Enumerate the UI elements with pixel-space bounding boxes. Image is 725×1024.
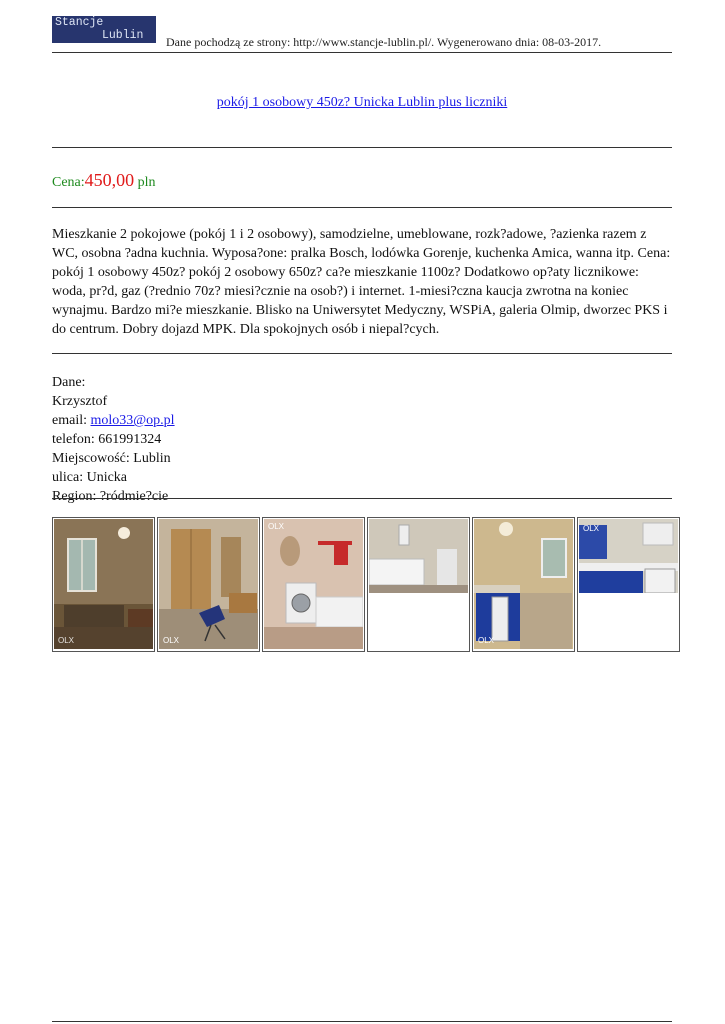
- contact-email-row: [52, 411, 175, 430]
- watermark: OLX: [268, 522, 285, 531]
- logo-line-2: Lublin: [102, 29, 144, 42]
- price-label: Cena:: [52, 175, 85, 190]
- contact-phone: telefon: 661991324: [52, 432, 162, 447]
- source-note: Dane pochodzą ze strony: http://www.stancje-lublin.pl/. Wygenerowano dnia: 08-03-2017.: [166, 35, 602, 49]
- photo-gallery: [52, 517, 680, 652]
- photo-thumbnail[interactable]: [52, 517, 155, 652]
- contact-street: ulica: Unicka: [52, 470, 128, 485]
- watermark: OLX: [163, 636, 180, 645]
- divider: [52, 207, 672, 208]
- kitchen-photo: [474, 519, 573, 649]
- email-link[interactable]: molo33@op.pl: [90, 413, 175, 428]
- price-currency: pln: [137, 175, 156, 190]
- photo-thumbnail[interactable]: [367, 517, 470, 652]
- photo-thumbnail[interactable]: [262, 517, 365, 652]
- header-divider: [52, 52, 672, 53]
- price-amount: 450,00: [84, 170, 135, 190]
- divider: [52, 498, 672, 499]
- photo-thumbnail[interactable]: [157, 517, 260, 652]
- watermark: OLX: [58, 636, 75, 645]
- bathroom-photo: [264, 519, 363, 649]
- watermark: OLX: [583, 524, 600, 533]
- listing-description: Mieszkanie 2 pokojowe (pokój 1 i 2 osobowy), samodzielne, umeblowane, rozk?adowe, ?azienka razem z WC, osobna ?adna kuchnia. Wyposa?one: pralka Bosch, lodówka Gorenje, kuchenka Amica, wanna itp. Cena: pokój 1 osobowy 450z? pokój 2 osobowy 650z? ca?e mieszkanie 1100z? Dodatkowo op?aty licznikowe: woda, pr?d, gaz (?rednio 70z? miesi?cznie na osob?) i internet. 1-miesi?czna kaucja zwrotna na koniec wynajmu. Bardzo mi?e mieszkanie. Blisko na Uniwersytet Medyczny, WSPiA, galeria Olmip, dworzec PKS i do centrum. Dobry dojazd MPK. Dla spokojnych osób i niepal?cych.: [52, 227, 671, 337]
- logo-line-1: Stancje: [55, 16, 104, 29]
- contact-city: Miejscowość: Lublin: [52, 451, 171, 466]
- price: [52, 170, 156, 191]
- contact-region: Region: ?ródmie?cie: [52, 489, 169, 504]
- watermark: OLX: [478, 636, 495, 645]
- photo-thumbnail[interactable]: [472, 517, 575, 652]
- site-logo: [52, 16, 156, 43]
- footer-divider: [52, 1021, 672, 1022]
- divider: [52, 353, 672, 354]
- contact-heading: Dane:: [52, 375, 86, 390]
- room-photo: [159, 519, 258, 649]
- listing-title-link[interactable]: pokój 1 osobowy 450z? Unicka Lublin plus liczniki: [216, 95, 508, 110]
- bathroom-photo: [369, 519, 468, 593]
- contact-block: [52, 373, 175, 506]
- photo-thumbnail[interactable]: [577, 517, 680, 652]
- divider: [52, 147, 672, 148]
- contact-name: Krzysztof: [52, 394, 108, 409]
- listing-title: [52, 95, 672, 111]
- room-photo: [54, 519, 153, 649]
- email-label: email:: [52, 413, 87, 428]
- kitchen-photo: [579, 519, 678, 593]
